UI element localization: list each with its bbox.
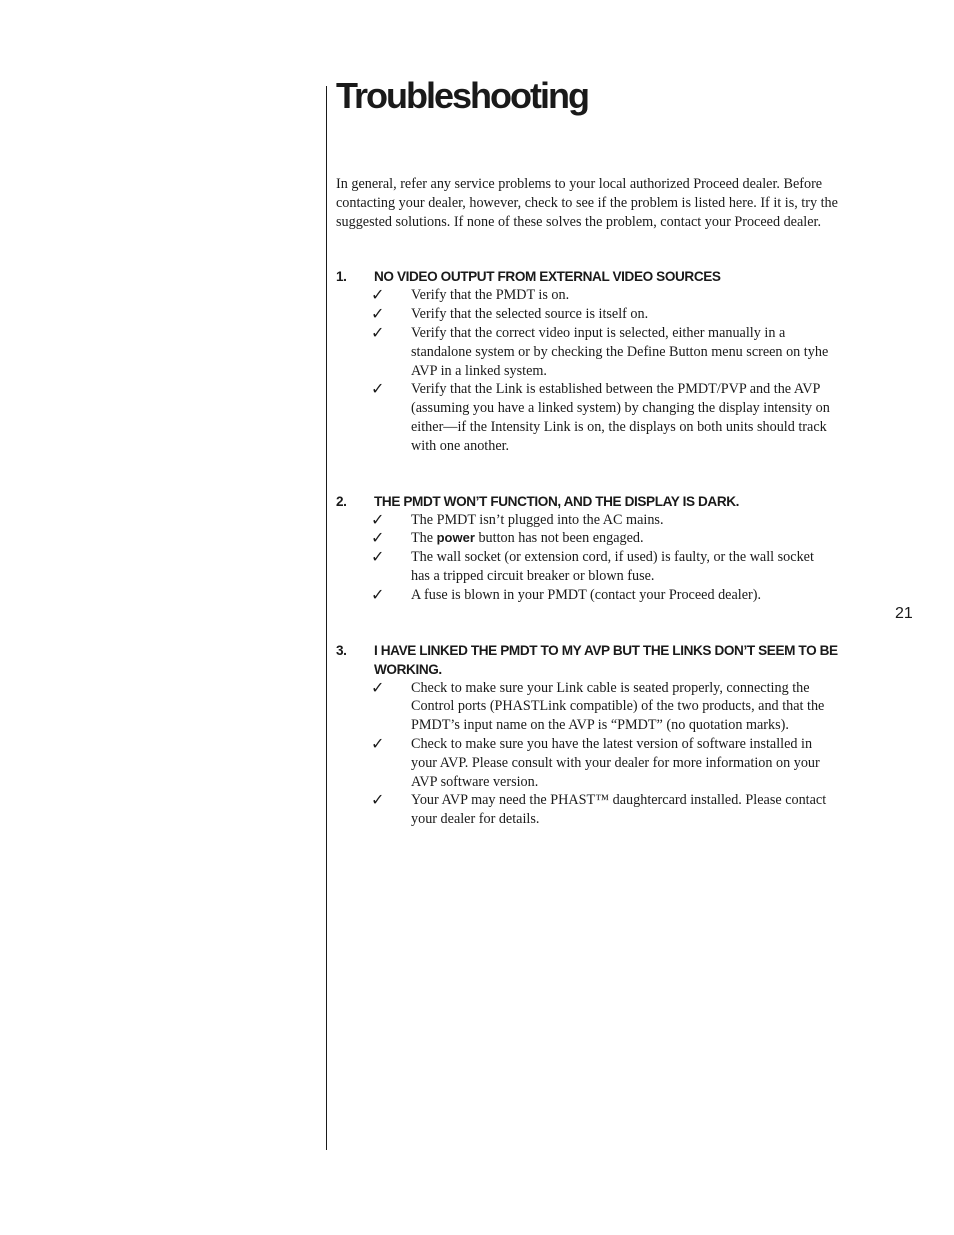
list-item bbox=[371, 324, 870, 380]
check-icon: ✓ bbox=[371, 733, 385, 753]
section-display-dark bbox=[336, 492, 870, 605]
list-item bbox=[371, 735, 870, 791]
list-item-text: Verify that the selected source is itself on. bbox=[411, 306, 649, 323]
list-item-text: The wall socket (or extension cord, if used) is faulty, or the wall socket has a tripped circuit breaker or blown fuse. bbox=[411, 549, 814, 584]
list-item bbox=[371, 286, 870, 305]
intro-paragraph: In general, refer any service problems to your local authorized Proceed dealer. Before contacting your dealer, however, check to see if the problem is listed here. If it is, try the suggested solutions. If none of these solves the problem, contact your Proceed dealer. bbox=[336, 176, 838, 230]
check-icon: ✓ bbox=[371, 285, 385, 305]
list-item-text: Check to make sure you have the latest version of software installed in your AVP. Please consult with your dealer for more information on your AVP software version. bbox=[411, 735, 820, 790]
section-number: 2. bbox=[336, 493, 347, 509]
page-title: Troubleshooting bbox=[336, 75, 588, 116]
list-item-text bbox=[411, 529, 831, 548]
section-title: I HAVE LINKED THE PMDT TO MY AVP BUT THE LINKS DON’T SEEM TO BE WORKING. bbox=[374, 642, 838, 677]
list-item-text: The PMDT isn’t plugged into the AC mains. bbox=[411, 511, 664, 528]
list-item bbox=[371, 791, 870, 829]
text-after-keyword: button has not been engaged. bbox=[478, 530, 644, 547]
page-number: 21 bbox=[895, 605, 913, 622]
section-number: 1. bbox=[336, 269, 347, 285]
check-icon: ✓ bbox=[371, 584, 385, 604]
vertical-margin-rule bbox=[326, 86, 327, 1150]
text-before-keyword: The bbox=[411, 530, 434, 547]
list-item-text: Verify that the PMDT is on. bbox=[411, 287, 570, 304]
list-item bbox=[371, 679, 870, 735]
check-icon: ✓ bbox=[371, 322, 385, 342]
section-heading bbox=[336, 267, 870, 286]
check-icon: ✓ bbox=[371, 677, 385, 697]
list-item bbox=[371, 548, 870, 586]
list-item bbox=[371, 380, 870, 455]
check-icon: ✓ bbox=[371, 547, 385, 567]
section-title: NO VIDEO OUTPUT FROM EXTERNAL VIDEO SOURCES bbox=[374, 269, 721, 285]
section-heading bbox=[336, 641, 870, 679]
check-icon: ✓ bbox=[371, 528, 385, 548]
list-item-text: Verify that the Link is established between the PMDT/PVP and the AVP (assuming you have a linked system) by changing the display intensity on either—if the Intensity Link is on, the displays on both units should track with one another. bbox=[411, 381, 830, 454]
list-item-text: A fuse is blown in your PMDT (contact your Proceed dealer). bbox=[411, 586, 762, 603]
section-links-not-working bbox=[336, 641, 870, 829]
solution-list bbox=[336, 511, 870, 605]
power-button-keyword: power bbox=[436, 530, 475, 546]
section-no-video-output bbox=[336, 267, 870, 455]
list-item-text: Your AVP may need the PHAST™ daughtercard installed. Please contact your dealer for details. bbox=[411, 792, 827, 828]
check-icon: ✓ bbox=[371, 790, 385, 810]
solution-list bbox=[336, 286, 870, 455]
list-item-text: Check to make sure your Link cable is seated properly, connecting the Control ports (PHASTLink compatible) of the two products, and that the PMDT’s input name on the AVP is “PMDT” (no quotation marks). bbox=[411, 679, 825, 734]
section-heading bbox=[336, 492, 870, 511]
list-item bbox=[371, 586, 870, 605]
list-item bbox=[371, 529, 870, 548]
section-title: THE PMDT WON’T FUNCTION, AND THE DISPLAY IS DARK. bbox=[374, 493, 740, 509]
list-item bbox=[371, 511, 870, 530]
list-item bbox=[371, 305, 870, 324]
solution-list bbox=[336, 679, 870, 829]
check-icon: ✓ bbox=[371, 509, 385, 529]
list-item-text: Verify that the correct video input is selected, either manually in a standalone system or by checking the Define Button menu screen on tyhe AVP in a linked system. bbox=[411, 324, 829, 379]
check-icon: ✓ bbox=[371, 379, 385, 399]
document-body bbox=[336, 175, 870, 829]
section-number: 3. bbox=[336, 642, 347, 658]
check-icon: ✓ bbox=[371, 304, 385, 324]
